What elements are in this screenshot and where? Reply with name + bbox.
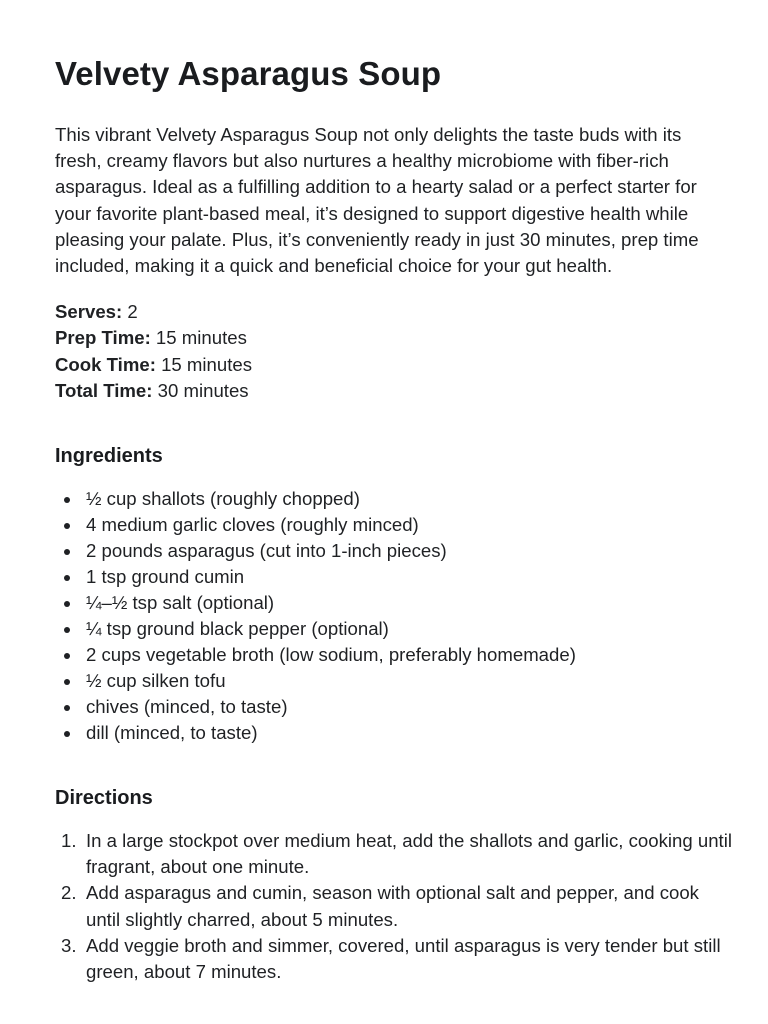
- bullet-icon: [64, 549, 70, 555]
- recipe-title: Velvety Asparagus Soup: [55, 55, 442, 92]
- bullet-icon: [64, 679, 70, 685]
- ingredient-text: 4 medium garlic cloves (roughly minced): [86, 514, 419, 536]
- ingredient-text: 1 tsp ground cumin: [86, 566, 245, 588]
- bullet-icon: [64, 523, 70, 529]
- step-number: 2.: [61, 882, 77, 904]
- step-text: Add veggie broth and simmer, covered, until asparagus is very tender but still green, about 7 minutes.: [86, 934, 721, 983]
- bullet-icon: [64, 497, 70, 503]
- meta-cook-time-label: Cook Time:: [55, 353, 156, 375]
- ingredient-text: ¼–½ tsp salt (optional): [86, 592, 275, 614]
- ingredient-item: [55, 616, 728, 642]
- ingredient-item: [55, 642, 728, 668]
- meta-prep-time-value: 15 minutes: [150, 327, 247, 349]
- ingredient-item: [55, 564, 728, 590]
- bullet-icon: [64, 731, 70, 737]
- bullet-icon: [64, 601, 70, 607]
- ingredient-item: [55, 590, 728, 616]
- step-text: In a large stockpot over medium heat, add the shallots and garlic, cooking until fragrant, about one minute.: [86, 830, 732, 878]
- ingredient-item: [55, 694, 728, 720]
- ingredient-text: 2 pounds asparagus (cut into 1-inch pieces): [86, 540, 447, 562]
- ingredient-text: ½ cup silken tofu: [86, 670, 226, 692]
- recipe-intro: This vibrant Velvety Asparagus Soup not only delights the taste buds with its fresh, creamy flavors but also nurtures a healthy microbiome with fiber-rich asparagus. Ideal as a fulfilling addition to a hearty salad or a perfect starter for your favorite plant-based meal, it’s designed to support digestive health while pleasing your palate. Plus, it’s conveniently ready in just 30 minutes, prep time included, making it a quick and beneficial choice for your gut health.: [55, 124, 699, 277]
- step-number: 3.: [61, 934, 77, 956]
- ingredient-item: [55, 668, 728, 694]
- ingredient-item: [55, 538, 728, 564]
- meta-prep-time: [55, 325, 728, 351]
- meta-serves-value: 2: [122, 301, 138, 323]
- ingredient-text: 2 cups vegetable broth (low sodium, preferably homemade): [86, 644, 576, 666]
- ingredient-text: dill (minced, to taste): [86, 722, 258, 744]
- directions-heading: Directions: [55, 787, 153, 810]
- ingredients-heading: Ingredients: [55, 445, 163, 468]
- meta-serves-label: Serves:: [55, 301, 123, 323]
- recipe-meta: [55, 299, 728, 404]
- meta-total-time-label: Total Time:: [55, 379, 153, 401]
- step-number: 1.: [61, 830, 77, 852]
- direction-step: [55, 880, 736, 932]
- meta-total-time-value: 30 minutes: [152, 379, 249, 401]
- direction-step: [55, 828, 736, 880]
- meta-prep-time-label: Prep Time:: [55, 327, 151, 349]
- bullet-icon: [64, 575, 70, 581]
- ingredient-text: ½ cup shallots (roughly chopped): [86, 488, 360, 510]
- ingredients-list: [55, 486, 728, 746]
- meta-serves: [55, 299, 728, 325]
- step-text: Add asparagus and cumin, season with optional salt and pepper, and cook until slightly charred, about 5 minutes.: [86, 882, 699, 930]
- meta-cook-time: [55, 352, 728, 378]
- bullet-icon: [64, 653, 70, 659]
- ingredient-item: [55, 486, 728, 512]
- meta-cook-time-value: 15 minutes: [155, 353, 253, 375]
- bullet-icon: [64, 705, 70, 711]
- ingredient-item: [55, 512, 728, 538]
- ingredient-text: chives (minced, to taste): [86, 696, 288, 718]
- ingredient-text: ¼ tsp ground black pepper (optional): [86, 618, 389, 640]
- direction-step: [55, 933, 736, 985]
- directions-list: [55, 828, 732, 985]
- ingredient-item: [55, 720, 728, 746]
- bullet-icon: [64, 627, 70, 633]
- meta-total-time: [55, 378, 728, 404]
